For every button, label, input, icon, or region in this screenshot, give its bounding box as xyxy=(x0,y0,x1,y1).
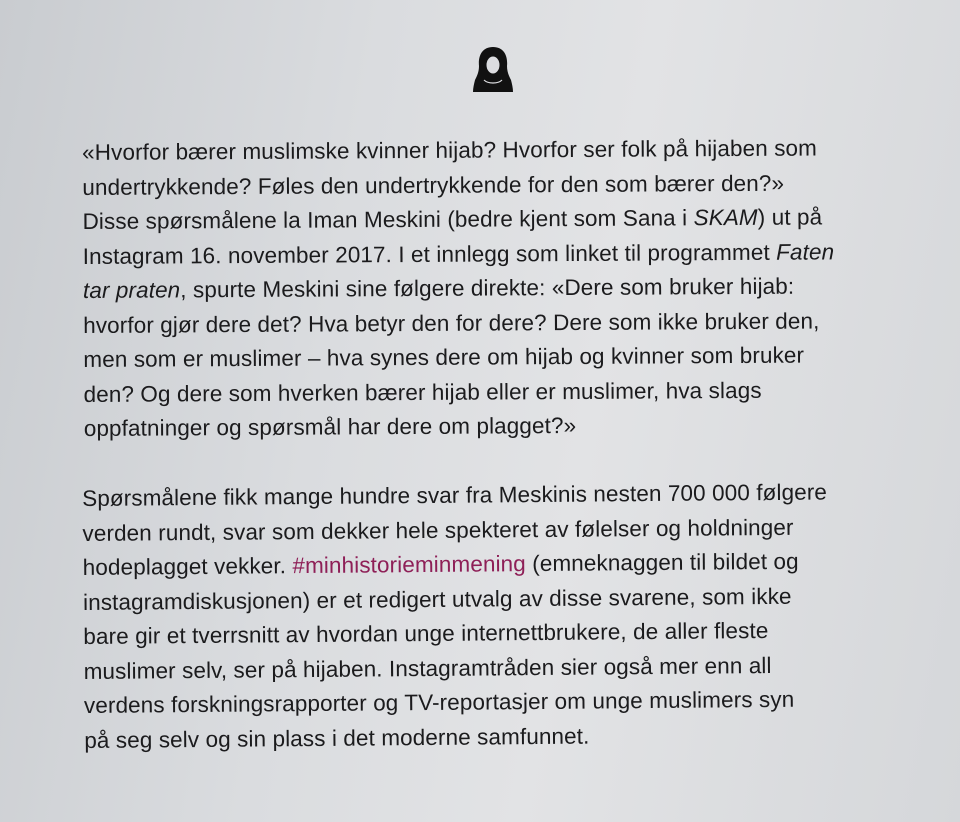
text-line: men som er muslimer – hva synes dere om hijab og kvinner som bruker xyxy=(83,342,805,372)
show-title-skam: SKAM xyxy=(693,204,758,231)
program-title: Faten xyxy=(776,238,835,265)
text-line: Instagram 16. november 2017. I et innlegg som linket til programmet Faten xyxy=(82,238,835,269)
text-line: undertrykkende? Føles den undertrykkende for den som bærer den?» xyxy=(82,170,785,200)
text-line: tar praten, spurte Meskini sine følgere direkte: «Dere som bruker hijab: xyxy=(82,273,795,303)
text-line: på seg selv og sin plass i det moderne samfunnet. xyxy=(84,723,590,753)
text-line: bare gir et tverrsnitt av hvordan unge internettbrukere, de aller fleste xyxy=(83,618,769,649)
text-line: hvorfor gjør dere det? Hva betyr den for dere? Dere som ikke bruker den, xyxy=(83,307,820,338)
hashtag: #minhistorieminmening xyxy=(292,551,526,579)
text-line: hodeplagget vekker. #minhistorieminmening (emneknaggen til bildet og xyxy=(82,548,799,580)
text-line: den? Og dere som hverken bærer hijab eller er muslimer, hva slags xyxy=(83,377,762,407)
text-line: muslimer selv, ser på hijaben. Instagramtråden sier også mer enn all xyxy=(83,652,772,684)
text-line: verdens forskningsrapporter og TV-reportasjer om unge muslimers syn xyxy=(83,686,795,718)
text-line: Spørsmålene fikk mange hundre svar fra Meskinis nesten 700 000 følgere xyxy=(82,479,828,511)
paragraph-body xyxy=(82,475,924,758)
text-line: verden rundt, svar som dekker hele spekteret av følelser og holdninger xyxy=(82,514,794,546)
text-line: oppfatninger og spørsmål har dere om plagget?» xyxy=(83,412,577,441)
paragraph-intro xyxy=(82,131,924,447)
text-line: instagramdiskusjonen) er et redigert utvalg av disse svarene, som ikke xyxy=(82,583,792,615)
hijab-woman-icon xyxy=(470,44,516,94)
program-title: tar praten xyxy=(82,277,181,303)
text-line: Disse spørsmålene la Iman Meskini (bedre kjent som Sana i SKAM) ut på xyxy=(82,204,823,234)
text-line: «Hvorfor bærer muslimske kvinner hijab? Hvorfor ser folk på hijaben som xyxy=(82,135,818,165)
